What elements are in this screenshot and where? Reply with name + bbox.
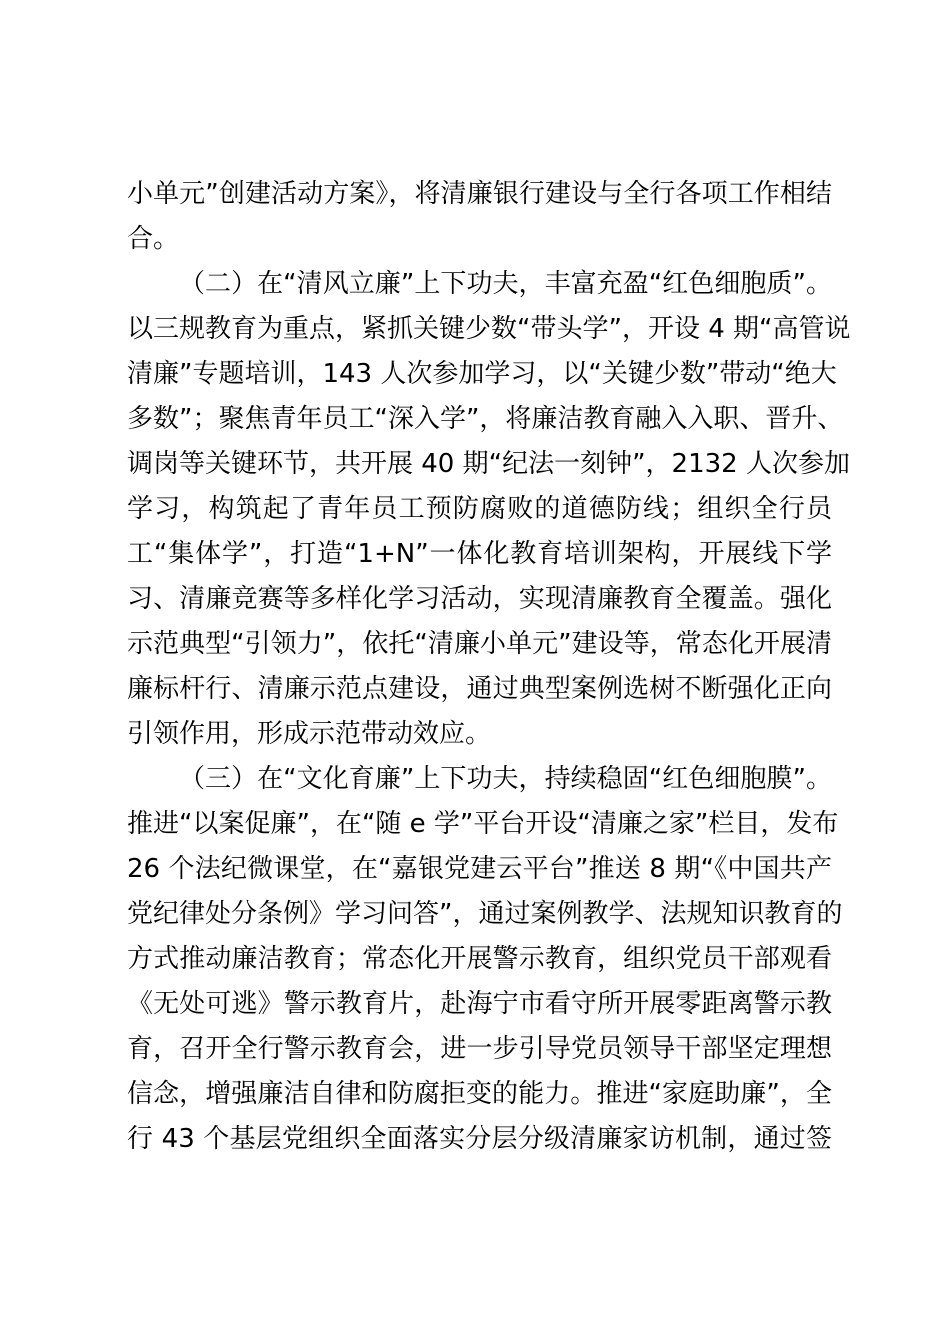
section-heading-line: （三）在“文化育廉”上下功夫，持续稳固“红色细胞膜”。 — [179, 764, 832, 794]
text-line: 廉标杆行、清廉示范点建设，通过典型案例选树不断强化正向 — [127, 674, 832, 704]
text-line: 26 个法纪微课堂，在“嘉银党建云平台”推送 8 期“《中国共产 — [127, 854, 832, 884]
text-line: 推进“以案促廉”，在“随 e 学”平台开设“清廉之家”栏目，发布 — [127, 809, 839, 839]
text-line: 合。 — [127, 224, 180, 254]
paragraph-section-3 — [127, 757, 843, 1162]
text-line: 习、清廉竞赛等多样化学习活动，实现清廉教育全覆盖。强化 — [127, 584, 832, 614]
text-line: 小单元”创建活动方案》，将清廉银行建设与全行各项工作相结 — [127, 179, 832, 209]
text-line: 工“集体学”，打造“1+N”一体化教育培训架构，开展线下学 — [127, 539, 832, 569]
text-line: 行 43 个基层党组织全面落实分层分级清廉家访机制，通过签 — [127, 1124, 832, 1154]
text-line: 党纪律处分条例》学习问答”，通过案例教学、法规知识教育的 — [127, 899, 843, 929]
text-line: 多数”；聚焦青年员工“深入学”，将廉洁教育融入入职、晋升、 — [127, 404, 844, 434]
text-line: 学习，构筑起了青年员工预防腐败的道德防线；组织全行员 — [127, 494, 832, 524]
section-heading-line: （二）在“清风立廉”上下功夫，丰富充盈“红色细胞质”。 — [179, 269, 832, 299]
text-line: 调岗等关键环节，共开展 40 期“纪法一刻钟”，2132 人次参加 — [127, 449, 850, 479]
text-line: 方式推动廉洁教育；常态化开展警示教育，组织党员干部观看 — [127, 944, 832, 974]
body-text — [127, 172, 851, 1162]
text-line: 信念，增强廉洁自律和防腐拒变的能力。推进“家庭助廉”，全 — [127, 1079, 832, 1109]
paragraph-continuation — [127, 172, 832, 262]
text-line: 引领作用，形成示范带动效应。 — [127, 719, 492, 749]
text-line: 育，召开全行警示教育会，进一步引导党员领导干部坚定理想 — [127, 1034, 832, 1064]
text-line: 示范典型“引领力”，依托“清廉小单元”建设等，常态化开展清 — [127, 629, 832, 659]
text-line: 《无处可逃》警示教育片，赴海宁市看守所开展零距离警示教 — [127, 989, 832, 1019]
text-line: 清廉”专题培训，143 人次参加学习，以“关键少数”带动“绝大 — [127, 359, 837, 389]
text-line: 以三规教育为重点，紧抓关键少数“带头学”，开设 4 期“高管说 — [127, 314, 851, 344]
paragraph-section-2 — [127, 262, 851, 757]
